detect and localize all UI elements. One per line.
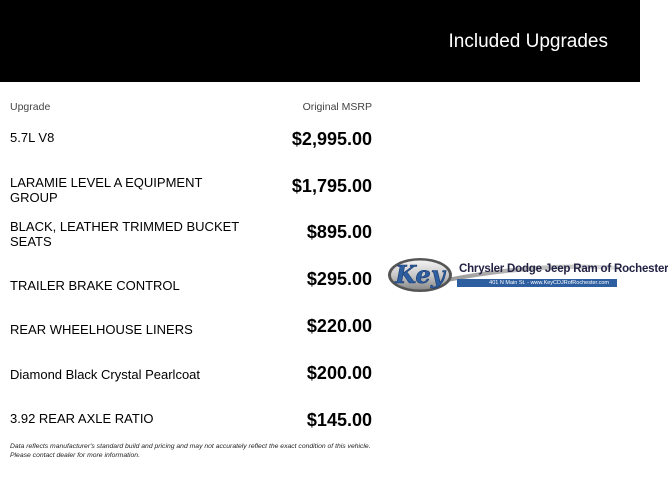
column-header-upgrade: Upgrade [10,101,51,113]
upgrade-price: $295.00 [306,269,372,289]
page-title: Included Upgrades [448,31,608,52]
upgrade-price: $220.00 [306,316,372,336]
table-row [10,174,372,214]
dealer-address: 401 N Main St. - www.KeyCDJRofRochester.com [457,279,617,287]
table-row [10,218,372,258]
table-row [10,404,372,444]
table-row [10,128,372,168]
upgrade-name: 3.92 REAR AXLE RATIO [10,411,154,426]
upgrade-name: 5.7L V8 [10,130,55,145]
dealer-logo-graphic [387,256,618,296]
upgrade-price: $200.00 [306,363,372,383]
upgrade-name: Diamond Black Crystal Pearlcoat [10,367,201,382]
table-row [10,358,372,398]
upgrade-price: $1,795.00 [291,176,372,196]
disclaimer-text [10,442,380,460]
disclaimer-line: Please contact dealer for more information. [10,452,140,459]
dealer-name: Chrysler Dodge Jeep Ram of Rochester [459,263,668,275]
dealer-logo [387,256,668,296]
upgrade-price: $895.00 [306,222,372,242]
table-header [10,100,372,114]
upgrades-table [10,100,372,430]
table-row [10,270,372,310]
upgrade-name: TRAILER BRAKE CONTROL [10,278,180,293]
upgrade-price: $2,995.00 [291,129,372,149]
table-row [10,314,372,354]
column-header-msrp: Original MSRP [302,101,372,113]
logo-wordmark: Key [395,260,445,289]
upgrade-name: BLACK, LEATHER TRIMMED BUCKET SEATS [10,219,239,249]
header-bar [0,0,640,82]
disclaimer-line: Data reflects manufacturer's standard build and pricing and may not accurately reflect the exact condition of this vehicle. [10,443,371,450]
upgrade-name: REAR WHEELHOUSE LINERS [10,322,193,337]
upgrade-name: LARAMIE LEVEL A EQUIPMENT GROUP [10,175,203,205]
upgrade-price: $145.00 [306,410,372,430]
